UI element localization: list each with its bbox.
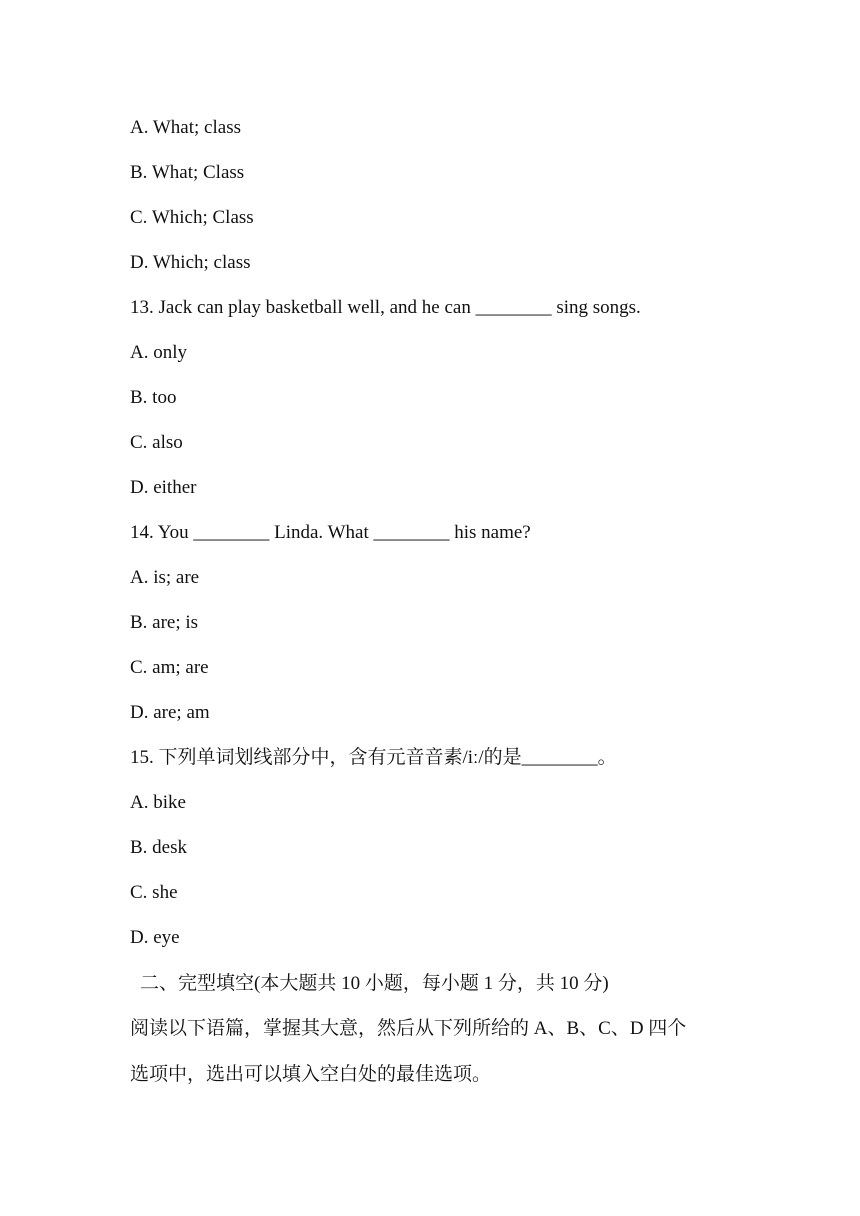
- q12-option-b: B. What; Class: [130, 162, 245, 183]
- section-heading: 二、完型填空(本大题共 10 小题，每小题 1 分，共 10 分): [140, 973, 609, 994]
- q12-option-c: C. Which; Class: [130, 207, 254, 228]
- q15-stem: 15. 下列单词划线部分中，含有元音音素/iː/的是________。: [130, 747, 617, 768]
- q15-option-d: D. eye: [130, 927, 180, 948]
- q14-stem: 14. You ________ Linda. What ________ his name?: [130, 522, 531, 543]
- q14-option-c: C. am; are: [130, 657, 209, 678]
- q15-option-a: A. bike: [130, 792, 186, 813]
- q12-option-d: D. Which; class: [130, 252, 251, 273]
- q14-option-a: A. is; are: [130, 567, 200, 588]
- q14-option-d: D. are; am: [130, 702, 210, 723]
- q15-option-b: B. desk: [130, 837, 187, 858]
- q13-option-a: A. only: [130, 342, 187, 363]
- q14-option-b: B. are; is: [130, 612, 199, 633]
- q13-option-c: C. also: [130, 432, 183, 453]
- q13-stem: 13. Jack can play basketball well, and he can ________ sing songs.: [130, 297, 641, 318]
- section-instruction-line-1: 阅读以下语篇，掌握其大意，然后从下列所给的 A、B、C、D 四个: [130, 1018, 687, 1039]
- q12-option-a: A. What; class: [130, 117, 241, 138]
- section-instruction-line-2: 选项中，选出可以填入空白处的最佳选项。: [130, 1064, 492, 1085]
- q15-option-c: C. she: [130, 882, 178, 903]
- q13-option-d: D. either: [130, 477, 197, 498]
- q13-option-b: B. too: [130, 387, 177, 408]
